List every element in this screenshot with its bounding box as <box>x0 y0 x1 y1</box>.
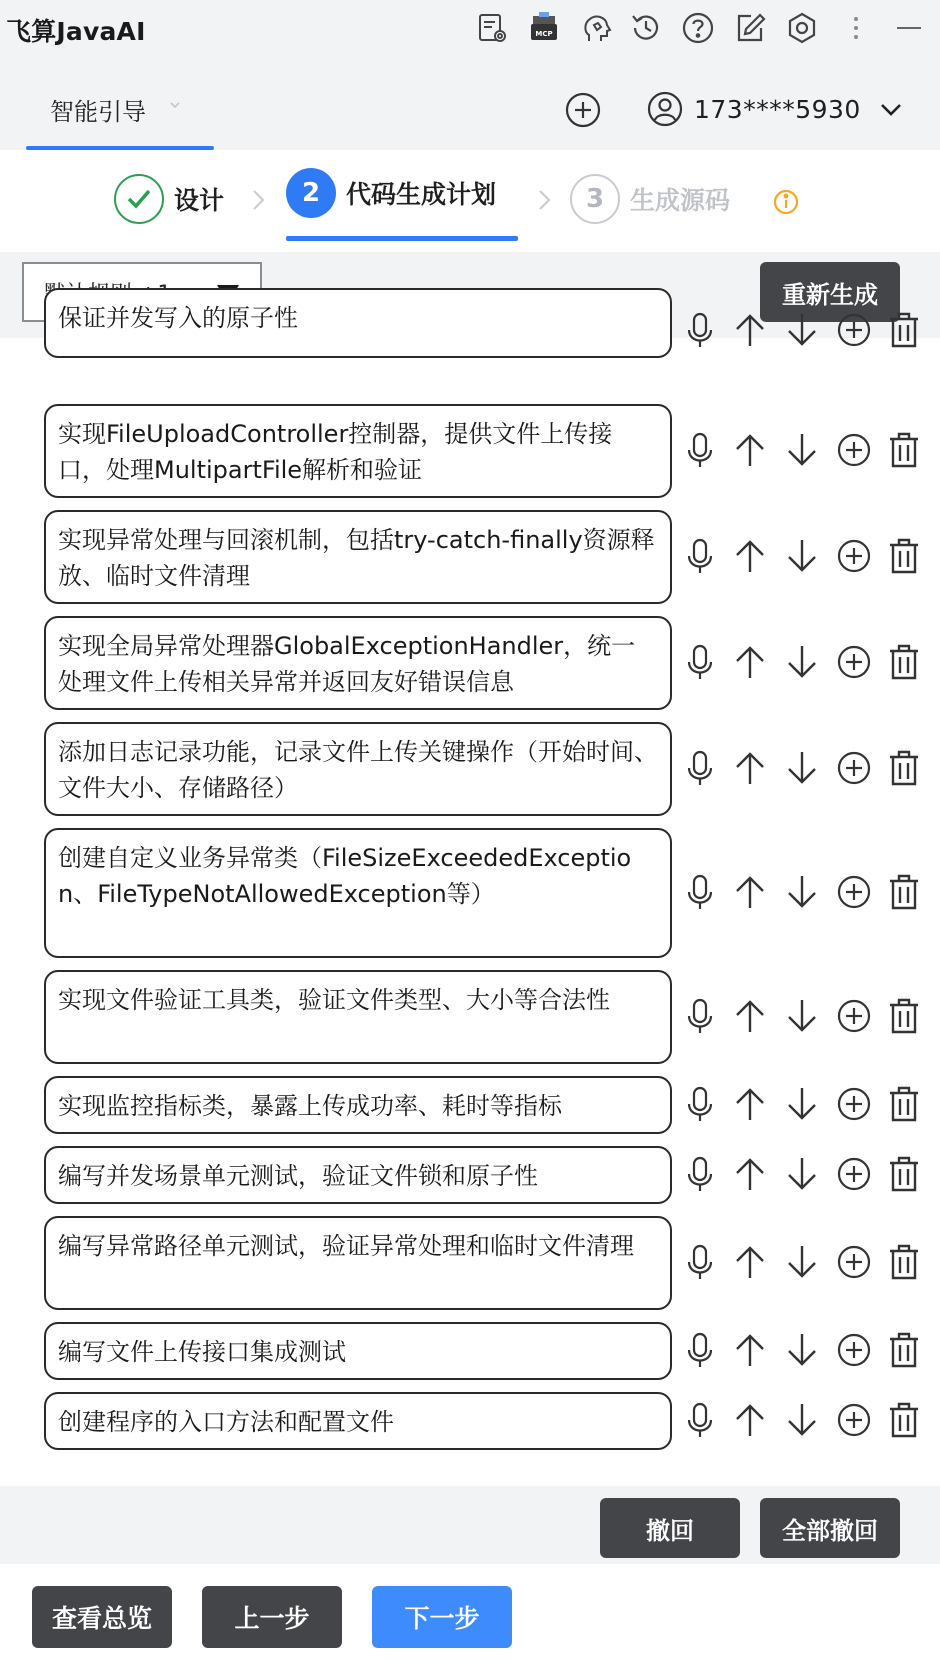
settings-icon[interactable] <box>782 8 822 48</box>
add-circle-icon[interactable] <box>834 870 874 914</box>
add-circle-icon[interactable] <box>834 428 874 472</box>
plan-item-text[interactable]: 实现FileUploadController控制器，提供文件上传接口，处理MultipartFile解析和验证 <box>44 404 672 498</box>
trash-icon[interactable] <box>884 994 924 1038</box>
arrow-up-icon[interactable] <box>730 746 770 790</box>
add-circle-icon[interactable] <box>834 308 874 352</box>
arrow-up-icon[interactable] <box>730 1398 770 1442</box>
trash-icon[interactable] <box>884 1398 924 1442</box>
arrow-up-icon[interactable] <box>730 1152 770 1196</box>
add-circle-icon[interactable] <box>834 1328 874 1372</box>
history-icon[interactable] <box>626 8 666 48</box>
trash-icon[interactable] <box>884 534 924 578</box>
tab-smart-guide[interactable] <box>26 56 214 150</box>
plan-item-actions <box>680 534 920 578</box>
step-indicator <box>0 150 940 252</box>
step-label: 设计 <box>174 186 225 215</box>
app-title: 飞算JavaAI <box>6 17 146 46</box>
arrow-up-icon[interactable] <box>730 1082 770 1126</box>
tab-bar <box>0 56 940 150</box>
trash-icon[interactable] <box>884 1328 924 1372</box>
arrow-down-icon[interactable] <box>782 1328 822 1372</box>
plan-item-text[interactable]: 添加日志记录功能，记录文件上传关键操作（开始时间、文件大小、存储路径） <box>44 722 672 816</box>
trash-icon[interactable] <box>884 308 924 352</box>
user-avatar-icon <box>646 90 684 128</box>
arrow-down-icon[interactable] <box>782 1152 822 1196</box>
trash-icon[interactable] <box>884 428 924 472</box>
arrow-down-icon[interactable] <box>782 1082 822 1126</box>
chevron-right-icon <box>532 188 556 212</box>
new-tab-button[interactable] <box>563 90 603 130</box>
microphone-icon[interactable] <box>680 870 720 914</box>
plan-item-actions <box>680 1082 920 1126</box>
arrow-up-icon[interactable] <box>730 428 770 472</box>
microphone-icon[interactable] <box>680 994 720 1038</box>
step-code-plan[interactable] <box>286 168 496 218</box>
microphone-icon[interactable] <box>680 1328 720 1372</box>
add-circle-icon[interactable] <box>834 1240 874 1284</box>
edit-icon[interactable] <box>730 8 770 48</box>
plan-item-actions <box>680 428 920 472</box>
step-number: 3 <box>570 174 620 224</box>
account-menu[interactable] <box>646 86 905 132</box>
footer <box>0 1564 940 1674</box>
microphone-icon[interactable] <box>680 1240 720 1284</box>
check-icon <box>114 174 164 224</box>
plan-item-actions <box>680 1398 920 1442</box>
microphone-icon[interactable] <box>680 1398 720 1442</box>
plan-item-text[interactable]: 创建程序的入口方法和配置文件 <box>44 1392 672 1450</box>
microphone-icon[interactable] <box>680 1082 720 1126</box>
arrow-down-icon[interactable] <box>782 640 822 684</box>
arrow-up-icon[interactable] <box>730 1328 770 1372</box>
chevron-down-icon <box>877 95 905 123</box>
more-vertical-icon[interactable] <box>836 8 876 48</box>
chevron-down-icon <box>168 98 182 112</box>
plan-item-text[interactable]: 编写并发场景单元测试，验证文件锁和原子性 <box>44 1146 672 1204</box>
step-number: 2 <box>286 168 336 218</box>
trash-icon[interactable] <box>884 746 924 790</box>
arrow-down-icon[interactable] <box>782 1240 822 1284</box>
trash-icon[interactable] <box>884 640 924 684</box>
microphone-icon[interactable] <box>680 746 720 790</box>
arrow-down-icon[interactable] <box>782 870 822 914</box>
plan-item-actions <box>680 746 920 790</box>
arrow-up-icon[interactable] <box>730 994 770 1038</box>
arrow-down-icon[interactable] <box>782 1398 822 1442</box>
step-label: 生成源码 <box>630 186 731 215</box>
plan-item-actions <box>680 1240 920 1284</box>
plan-item-actions <box>680 994 920 1038</box>
plan-item-actions <box>680 308 920 352</box>
step-generate-source[interactable] <box>570 174 730 224</box>
undo-all-button[interactable]: 全部撤回 <box>760 1498 900 1558</box>
plan-item-text[interactable]: 实现全局异常处理器GlobalExceptionHandler，统一处理文件上传相关异常并返回友好错误信息 <box>44 616 672 710</box>
previous-step-button[interactable]: 上一步 <box>202 1586 342 1648</box>
plan-item-text[interactable]: 实现监控指标类，暴露上传成功率、耗时等指标 <box>44 1076 672 1134</box>
plan-item-list[interactable] <box>0 304 940 1486</box>
add-circle-icon[interactable] <box>834 1398 874 1442</box>
plan-item-text[interactable]: 实现文件验证工具类，验证文件类型、大小等合法性 <box>44 970 672 1064</box>
add-circle-icon[interactable] <box>834 534 874 578</box>
plan-item-text[interactable]: 实现异常处理与回滚机制，包括try-catch-finally资源释放、临时文件清理 <box>44 510 672 604</box>
microphone-icon[interactable] <box>680 308 720 352</box>
microphone-icon[interactable] <box>680 1152 720 1196</box>
arrow-up-icon[interactable] <box>730 870 770 914</box>
add-circle-icon[interactable] <box>834 746 874 790</box>
help-icon[interactable] <box>678 8 718 48</box>
plan-item-actions <box>680 1152 920 1196</box>
arrow-up-icon[interactable] <box>730 534 770 578</box>
add-circle-icon[interactable] <box>834 1152 874 1196</box>
arrow-up-icon[interactable] <box>730 640 770 684</box>
arrow-down-icon[interactable] <box>782 746 822 790</box>
trash-icon[interactable] <box>884 1082 924 1126</box>
view-overview-button[interactable]: 查看总览 <box>32 1586 172 1648</box>
arrow-down-icon[interactable] <box>782 308 822 352</box>
plan-item-text[interactable]: 编写文件上传接口集成测试 <box>44 1322 672 1380</box>
arrow-up-icon[interactable] <box>730 1240 770 1284</box>
add-circle-icon[interactable] <box>834 994 874 1038</box>
plan-item-text[interactable]: 保证并发写入的原子性 <box>44 288 672 358</box>
microphone-icon[interactable] <box>680 534 720 578</box>
trash-icon[interactable] <box>884 870 924 914</box>
arrow-up-icon[interactable] <box>730 308 770 352</box>
next-step-button[interactable]: 下一步 <box>372 1586 512 1648</box>
step-active-indicator <box>286 236 518 241</box>
arrow-down-icon[interactable] <box>782 994 822 1038</box>
tab-label: 智能引导 <box>50 98 146 126</box>
plus-circle-icon <box>563 90 603 130</box>
brain-icon[interactable] <box>576 8 616 48</box>
svg-text:MCP: MCP <box>535 30 553 38</box>
mcp-icon[interactable] <box>524 8 564 48</box>
add-circle-icon[interactable] <box>834 640 874 684</box>
trash-icon[interactable] <box>884 1152 924 1196</box>
account-label: 173****5930 <box>694 94 861 124</box>
plan-item-text[interactable]: 编写异常路径单元测试，验证异常处理和临时文件清理 <box>44 1216 672 1310</box>
step-label: 代码生成计划 <box>346 180 497 209</box>
arrow-down-icon[interactable] <box>782 428 822 472</box>
undo-button[interactable]: 撤回 <box>600 1498 740 1558</box>
add-circle-icon[interactable] <box>834 1082 874 1126</box>
document-settings-icon[interactable] <box>472 8 512 48</box>
title-bar <box>0 0 940 56</box>
plan-item-text[interactable]: 创建自定义业务异常类（FileSizeExceededException、FileTypeNotAllowedException等） <box>44 828 672 958</box>
minimize-icon[interactable] <box>888 8 928 48</box>
step-design[interactable] <box>114 174 224 224</box>
arrow-down-icon[interactable] <box>782 534 822 578</box>
regenerate-button[interactable]: 重新生成 <box>760 262 900 322</box>
microphone-icon[interactable] <box>680 640 720 684</box>
microphone-icon[interactable] <box>680 428 720 472</box>
undo-bar <box>0 1486 940 1564</box>
plan-item-actions <box>680 870 920 914</box>
chevron-right-icon <box>246 188 270 212</box>
plan-item-actions <box>680 640 920 684</box>
plan-item-actions <box>680 1328 920 1372</box>
info-icon[interactable] <box>772 188 800 216</box>
trash-icon[interactable] <box>884 1240 924 1284</box>
